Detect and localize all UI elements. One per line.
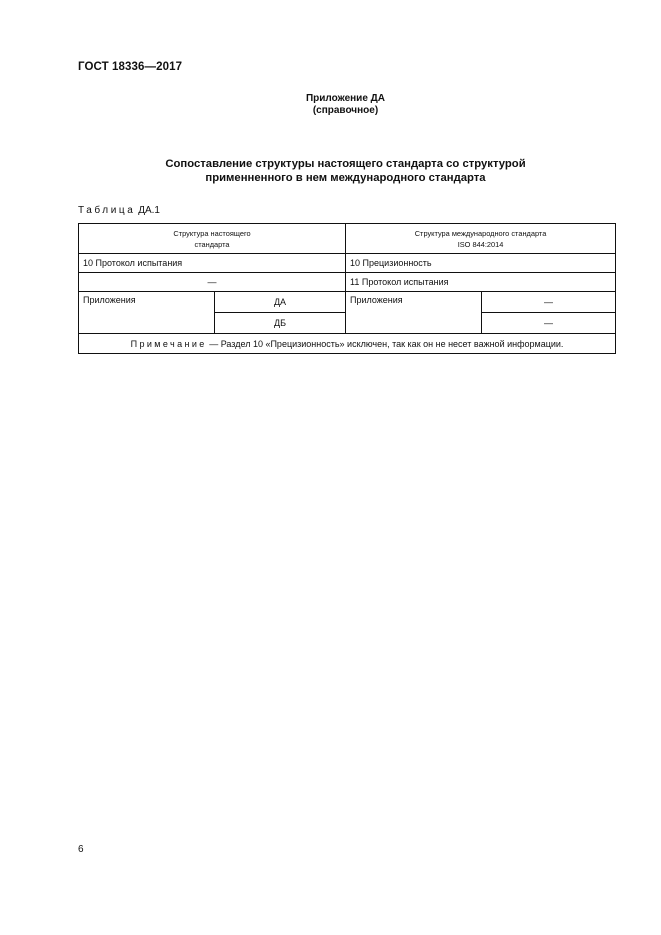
header-right-line-2: ISO 844:2014 <box>457 239 504 249</box>
table-caption-word: Таблица <box>78 205 136 216</box>
table-row <box>79 273 616 292</box>
row-1-right: 10 Прецизионность <box>346 254 616 273</box>
row-2-left: — <box>79 273 346 292</box>
comparison-table <box>78 223 616 354</box>
document-code: ГОСТ 18336—2017 <box>78 61 183 73</box>
appendix-left-item-2: ДБ <box>215 313 346 334</box>
table-header-row <box>79 224 616 254</box>
table-note <box>79 334 616 354</box>
appendix-row-1 <box>79 292 616 313</box>
appendix-right-label: Приложения <box>346 292 482 334</box>
row-2-right: 11 Протокол испытания <box>346 273 616 292</box>
annex-heading <box>0 93 661 117</box>
header-right-line-1: Структура международного стандарта <box>414 228 547 238</box>
appendix-right-item-2: — <box>482 313 616 334</box>
annex-title-line-2: применненного в нем международного стандарта <box>205 172 486 184</box>
appendix-right-item-1: — <box>482 292 616 313</box>
table-caption-number: ДА.1 <box>138 205 160 216</box>
table-row <box>79 254 616 273</box>
row-1-left: 10 Протокол испытания <box>79 254 346 273</box>
annex-title-line-1: Сопоставление структуры настоящего стандарта со структурой <box>165 158 526 170</box>
appendix-left-item-1: ДА <box>215 292 346 313</box>
header-left-cell <box>79 224 346 254</box>
note-label: Примечание <box>130 338 207 349</box>
annex-kind: (справочное) <box>312 105 379 116</box>
table-caption <box>78 205 160 216</box>
appendix-left-label: Приложения <box>79 292 215 334</box>
annex-name: Приложение ДА <box>305 93 386 104</box>
annex-title <box>0 157 661 185</box>
page-number: 6 <box>78 844 84 855</box>
header-left-line-1: Структура настоящего <box>173 228 251 238</box>
table-note-row <box>79 334 616 354</box>
note-text: — Раздел 10 «Прецизионность» исключен, так как он не несет важной информации. <box>209 338 564 349</box>
header-right-cell <box>346 224 616 254</box>
header-left-line-2: стандарта <box>194 239 230 249</box>
